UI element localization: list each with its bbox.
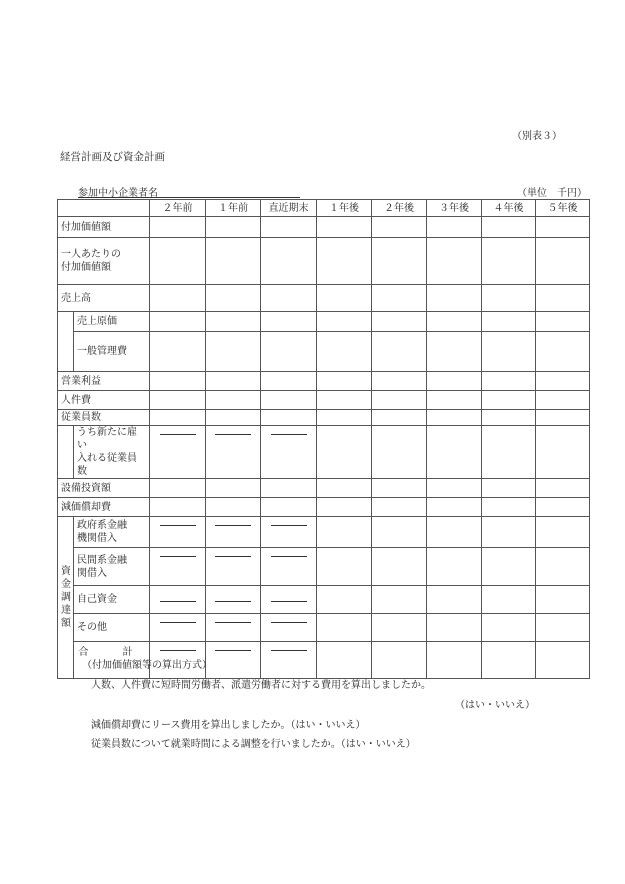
company-name-label: 参加中小企業者名 xyxy=(78,188,158,199)
input-cell[interactable] xyxy=(536,586,590,614)
input-cell[interactable] xyxy=(206,479,261,498)
table-row xyxy=(58,479,590,498)
table-row xyxy=(58,548,590,586)
na-dash xyxy=(215,601,251,602)
col-header: １年前 xyxy=(206,200,261,217)
na-dash xyxy=(271,525,307,526)
input-cell[interactable] xyxy=(206,312,261,332)
na-dash-cell xyxy=(206,517,261,548)
na-dash xyxy=(271,650,307,651)
input-cell[interactable] xyxy=(372,614,427,642)
vertical-char: 金 xyxy=(61,579,71,590)
input-cell[interactable] xyxy=(482,498,536,517)
input-cell[interactable] xyxy=(150,217,206,238)
input-cell[interactable] xyxy=(427,614,482,642)
table-header-row xyxy=(58,200,590,217)
input-cell[interactable] xyxy=(317,498,372,517)
unit-label: （単位 千円） xyxy=(517,188,587,199)
input-cell[interactable] xyxy=(372,586,427,614)
row-label-line: 民間系金融 xyxy=(77,554,127,566)
vertical-char: 額 xyxy=(61,618,71,629)
input-cell[interactable] xyxy=(427,426,482,479)
input-cell[interactable] xyxy=(372,426,427,479)
row-label-sales: 売上高 xyxy=(58,285,150,312)
input-cell[interactable] xyxy=(206,238,261,285)
row-label-line: 関借入 xyxy=(77,567,107,579)
table-row xyxy=(58,332,590,372)
input-cell[interactable] xyxy=(150,285,206,312)
question-lease-depreciation[interactable]: 減価償却費にリース費用を算出しましたか。（はい・いいえ） xyxy=(91,720,366,731)
na-dash xyxy=(271,601,307,602)
plan-table xyxy=(57,199,590,679)
input-cell[interactable] xyxy=(536,217,590,238)
input-cell[interactable] xyxy=(536,312,590,332)
input-cell[interactable] xyxy=(372,410,427,426)
row-label-employees: 従業員数 xyxy=(58,410,150,426)
input-cell[interactable] xyxy=(427,372,482,391)
input-cell[interactable] xyxy=(150,391,206,410)
table-row xyxy=(58,391,590,410)
input-cell[interactable] xyxy=(482,517,536,548)
input-cell[interactable] xyxy=(372,372,427,391)
input-cell[interactable] xyxy=(427,548,482,586)
input-cell[interactable] xyxy=(427,479,482,498)
na-dash-cell xyxy=(261,517,317,548)
vertical-char: 資 xyxy=(61,566,71,577)
na-dash-cell xyxy=(206,548,261,586)
na-dash xyxy=(271,622,307,623)
input-cell[interactable] xyxy=(427,517,482,548)
input-cell[interactable] xyxy=(261,410,317,426)
row-label-line: 付加価値額 xyxy=(61,262,111,273)
input-cell[interactable] xyxy=(372,498,427,517)
input-cell[interactable] xyxy=(536,614,590,642)
document-title: 経営計画及び資金計画 xyxy=(60,151,165,163)
input-cell[interactable] xyxy=(536,372,590,391)
na-dash xyxy=(215,556,251,557)
input-cell[interactable] xyxy=(261,238,317,285)
input-cell[interactable] xyxy=(372,285,427,312)
input-cell[interactable] xyxy=(206,391,261,410)
input-cell[interactable] xyxy=(261,479,317,498)
table-row xyxy=(58,238,590,285)
question-part-time-workers: 人数、人件費に短時間労働者、派遣労働者に対する費用を算出しましたか。 xyxy=(91,680,431,691)
input-cell[interactable] xyxy=(482,372,536,391)
input-cell[interactable] xyxy=(150,498,206,517)
input-cell[interactable] xyxy=(317,332,372,372)
col-header: ２年前 xyxy=(150,200,206,217)
question-employee-hours-adjustment[interactable]: 従業員数について就業時間による調整を行いましたか。（はい・いいえ） xyxy=(91,739,416,750)
input-cell[interactable] xyxy=(317,479,372,498)
vertical-char: 調 xyxy=(61,592,71,603)
input-cell[interactable] xyxy=(536,332,590,372)
na-dash xyxy=(215,650,251,651)
table-row xyxy=(58,614,590,642)
input-cell[interactable] xyxy=(317,517,372,548)
sheet-number: （別表３） xyxy=(512,131,562,142)
col-header: 直近期末 xyxy=(261,200,317,217)
na-dash-cell xyxy=(150,426,206,479)
input-cell[interactable] xyxy=(261,217,317,238)
row-label-line: 政府系金融 xyxy=(77,520,127,531)
na-dash-cell xyxy=(261,426,317,479)
input-cell[interactable] xyxy=(372,238,427,285)
answer-yes-no[interactable]: （はい・いいえ） xyxy=(455,700,535,711)
input-cell[interactable] xyxy=(427,410,482,426)
row-label-total: 合 計 xyxy=(74,642,150,679)
na-dash-cell xyxy=(261,614,317,642)
na-dash-cell xyxy=(206,614,261,642)
row-label-operating-profit: 営業利益 xyxy=(58,372,150,391)
input-cell[interactable] xyxy=(261,372,317,391)
input-cell[interactable] xyxy=(372,332,427,372)
table-row xyxy=(58,586,590,614)
input-cell[interactable] xyxy=(482,642,536,679)
row-label-gov-loans xyxy=(74,517,150,548)
col-header: ３年後 xyxy=(427,200,482,217)
input-cell[interactable] xyxy=(261,332,317,372)
row-label-cost-of-sales: 売上原価 xyxy=(74,312,150,332)
row-label-own-funds: 自己資金 xyxy=(74,586,150,614)
input-cell[interactable] xyxy=(372,642,427,679)
col-header: １年後 xyxy=(317,200,372,217)
input-cell[interactable] xyxy=(317,548,372,586)
input-cell[interactable] xyxy=(150,312,206,332)
input-cell[interactable] xyxy=(536,285,590,312)
input-cell[interactable] xyxy=(317,312,372,332)
input-cell[interactable] xyxy=(427,285,482,312)
input-cell[interactable] xyxy=(536,391,590,410)
input-cell[interactable] xyxy=(150,372,206,391)
input-cell[interactable] xyxy=(427,238,482,285)
row-label-admin-expenses: 一般管理費 xyxy=(74,332,150,372)
input-cell[interactable] xyxy=(317,586,372,614)
header-corner-cell xyxy=(58,200,150,217)
input-cell[interactable] xyxy=(482,332,536,372)
na-dash xyxy=(160,434,196,435)
calculation-method-title: （付加価値額等の算出方式） xyxy=(82,660,212,671)
input-cell[interactable] xyxy=(372,479,427,498)
row-label-private-loans xyxy=(74,548,150,586)
input-cell[interactable] xyxy=(261,312,317,332)
col-header: ４年後 xyxy=(482,200,536,217)
row-label-other: その他 xyxy=(74,614,150,642)
na-dash xyxy=(160,601,196,602)
input-cell[interactable] xyxy=(150,479,206,498)
input-cell[interactable] xyxy=(206,217,261,238)
na-dash xyxy=(215,525,251,526)
row-label-value-added-per-person xyxy=(58,238,150,285)
input-cell[interactable] xyxy=(372,217,427,238)
input-cell[interactable] xyxy=(482,410,536,426)
input-cell[interactable] xyxy=(482,479,536,498)
row-label-capex: 設備投資額 xyxy=(58,479,150,498)
input-cell[interactable] xyxy=(536,517,590,548)
table-row xyxy=(58,426,590,479)
indent-spacer-cell xyxy=(58,426,74,479)
na-dash-cell xyxy=(261,586,317,614)
input-cell[interactable] xyxy=(427,498,482,517)
input-cell[interactable] xyxy=(427,332,482,372)
row-label-line: 一人あたりの xyxy=(61,249,121,260)
input-cell[interactable] xyxy=(536,426,590,479)
na-dash xyxy=(160,622,196,623)
input-cell[interactable] xyxy=(317,217,372,238)
input-cell[interactable] xyxy=(482,285,536,312)
na-dash-cell xyxy=(261,548,317,586)
na-dash-cell xyxy=(206,642,261,679)
input-cell[interactable] xyxy=(372,312,427,332)
input-cell[interactable] xyxy=(206,332,261,372)
input-cell[interactable] xyxy=(482,426,536,479)
na-dash-cell xyxy=(206,426,261,479)
input-cell[interactable] xyxy=(150,410,206,426)
na-dash xyxy=(271,434,307,435)
input-cell[interactable] xyxy=(482,312,536,332)
indent-spacer-cell xyxy=(58,312,74,372)
na-dash xyxy=(215,622,251,623)
input-cell[interactable] xyxy=(536,498,590,517)
input-cell[interactable] xyxy=(206,285,261,312)
na-dash-cell xyxy=(150,614,206,642)
input-cell[interactable] xyxy=(206,410,261,426)
row-label-new-hires xyxy=(74,426,150,479)
input-cell[interactable] xyxy=(317,391,372,410)
input-cell[interactable] xyxy=(427,642,482,679)
table-row xyxy=(58,285,590,312)
table-row xyxy=(58,498,590,517)
na-dash xyxy=(160,650,196,651)
na-dash-cell xyxy=(150,517,206,548)
row-label-line: うち新たに雇い xyxy=(77,427,137,451)
na-dash xyxy=(160,556,196,557)
table-row xyxy=(58,372,590,391)
input-cell[interactable] xyxy=(261,391,317,410)
input-cell[interactable] xyxy=(261,285,317,312)
input-cell[interactable] xyxy=(536,548,590,586)
row-label-line: 機関借入 xyxy=(77,533,117,544)
input-cell[interactable] xyxy=(150,238,206,285)
company-name-underline xyxy=(78,197,300,198)
input-cell[interactable] xyxy=(536,642,590,679)
input-cell[interactable] xyxy=(261,498,317,517)
input-cell[interactable] xyxy=(536,410,590,426)
input-cell[interactable] xyxy=(317,642,372,679)
input-cell[interactable] xyxy=(482,217,536,238)
table-row xyxy=(58,217,590,238)
input-cell[interactable] xyxy=(427,312,482,332)
input-cell[interactable] xyxy=(317,614,372,642)
input-cell[interactable] xyxy=(206,372,261,391)
na-dash xyxy=(215,434,251,435)
input-cell[interactable] xyxy=(427,217,482,238)
input-cell[interactable] xyxy=(482,548,536,586)
na-dash xyxy=(271,556,307,557)
input-cell[interactable] xyxy=(150,332,206,372)
input-cell[interactable] xyxy=(427,391,482,410)
input-cell[interactable] xyxy=(317,238,372,285)
na-dash xyxy=(160,525,196,526)
row-label-personnel-cost: 人件費 xyxy=(58,391,150,410)
table-row xyxy=(58,517,590,548)
col-header: ５年後 xyxy=(536,200,590,217)
input-cell[interactable] xyxy=(482,391,536,410)
row-label-value-added: 付加価値額 xyxy=(58,217,150,238)
input-cell[interactable] xyxy=(427,586,482,614)
table-row xyxy=(58,312,590,332)
input-cell[interactable] xyxy=(372,391,427,410)
input-cell[interactable] xyxy=(482,614,536,642)
vertical-char: 達 xyxy=(61,605,71,616)
na-dash-cell xyxy=(261,642,317,679)
input-cell[interactable] xyxy=(482,238,536,285)
col-header: ２年後 xyxy=(372,200,427,217)
table-row xyxy=(58,410,590,426)
input-cell[interactable] xyxy=(482,586,536,614)
input-cell[interactable] xyxy=(317,426,372,479)
input-cell[interactable] xyxy=(536,238,590,285)
input-cell[interactable] xyxy=(317,410,372,426)
row-label-depreciation: 減価償却費 xyxy=(58,498,150,517)
na-dash-cell xyxy=(150,548,206,586)
input-cell[interactable] xyxy=(372,517,427,548)
na-dash-cell xyxy=(206,586,261,614)
na-dash-cell xyxy=(150,586,206,614)
funding-vertical-label xyxy=(58,517,74,679)
row-label-line: 入れる従業員数 xyxy=(77,453,137,477)
input-cell[interactable] xyxy=(317,285,372,312)
input-cell[interactable] xyxy=(206,498,261,517)
input-cell[interactable] xyxy=(317,372,372,391)
input-cell[interactable] xyxy=(372,548,427,586)
input-cell[interactable] xyxy=(536,479,590,498)
